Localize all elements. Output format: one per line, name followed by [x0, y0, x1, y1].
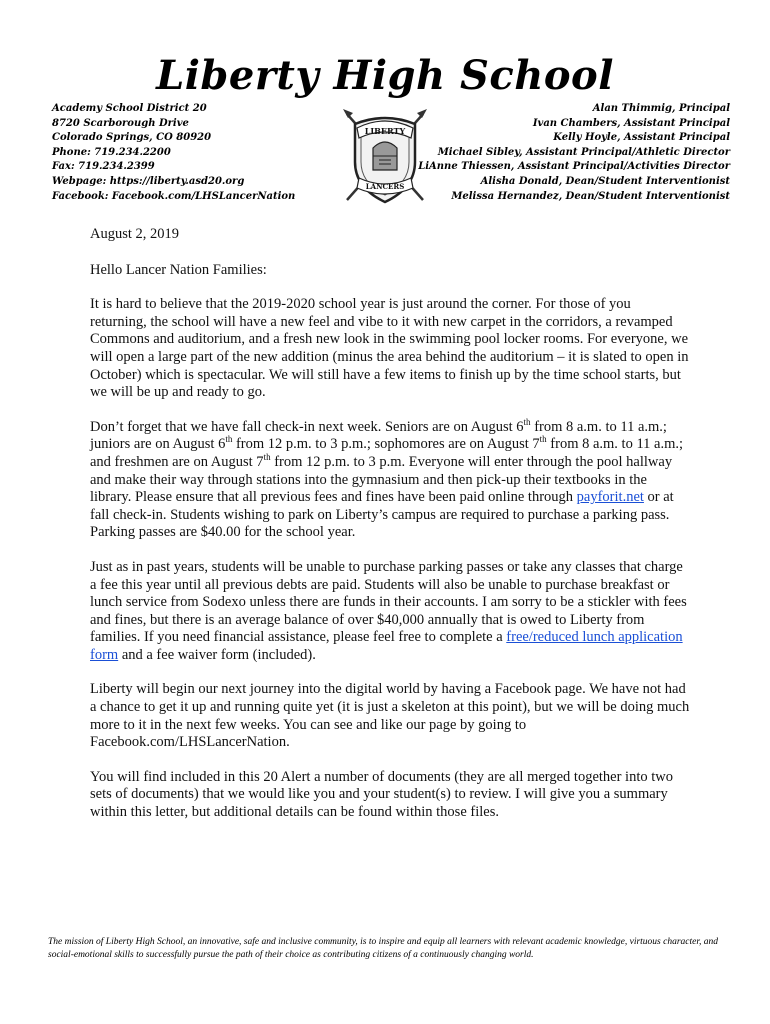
payforit-link[interactable]: payforit.net	[576, 489, 644, 506]
fax-line: Fax: 719.234.2399	[52, 161, 155, 173]
assistant-principal-line: Kelly Hoyle, Assistant Principal	[553, 132, 730, 144]
mission-statement: The mission of Liberty High School, an innovative, safe and inclusive community, is to inspire and equip all learners with relevant academic knowledge, virtuous character, and social-emotional skills to successfully pursue the path of their choice as contributing citizens of a continuously changing world.	[48, 937, 719, 960]
administration-list	[400, 102, 730, 204]
paragraph-school-year: It is hard to believe that the 2019-2020 school year is just around the corner. For those of you returning, the school will have a new feel and vibe to it with new carpet in the corridors, a revamped Commons and auditorium, and a fresh new look in the swimming pool locker rooms. For everyone, we will open a large part of the new addition (minus the area behind the auditorium – it is slated to open in October) which is spectacular. We will still have a few items to finish up by the time school starts, but we will be up and ready to go.	[90, 296, 689, 401]
school-name: Liberty High School	[156, 52, 614, 99]
activities-director-line: LiAnne Thiessen, Assistant Principal/Activities Director	[418, 161, 730, 173]
principal-line: Alan Thimmig, Principal	[592, 103, 730, 114]
lunch-application-link[interactable]: free/reduced lunch application form	[90, 629, 683, 663]
address-line: 8720 Scarborough Drive	[52, 117, 189, 129]
letter-greeting: Hello Lancer Nation Families:	[90, 261, 267, 278]
school-contact-info	[52, 102, 352, 204]
webpage-line: Webpage: https://liberty.asd20.org	[52, 175, 245, 187]
assistant-principal-line: Ivan Chambers, Assistant Principal	[532, 117, 730, 129]
athletic-director-line: Michael Sibley, Assistant Principal/Athletic Director	[437, 146, 730, 158]
paragraph-documents: You will find included in this 20 Alert a number of documents (they are all merged together into two sets of documents) that we would like you and your student(s) to review. I will give you a summary within this letter, but additional details can be found within those files.	[90, 768, 673, 821]
paragraph-check-in: Don’t forget that we have fall check-in next week. Seniors are on August 6th from 8 a.m. to 11 a.m.; juniors are on August 6th from 12 p.m. to 3 p.m.; sophomores are on August 7th from 8 a.m. to 11 a.m.; and freshmen are on August 7th from 12 p.m. to 3 p.m. Everyone will enter through the pool hallway and make their way through stations into the gymnasium and then pick-up their textbooks in the library. Please ensure that all previous fees and fines have been paid online through payforit.net or at fall check-in. Students wishing to park on Liberty’s campus are required to purchase a parking pass. Parking passes are $40.00 for the school year.	[90, 416, 684, 541]
crest-top-text: LIBERTY	[364, 126, 406, 136]
letter-body	[90, 226, 690, 839]
dean-line: Alisha Donald, Dean/Student Interventionist	[480, 175, 730, 187]
letter-date: August 2, 2019	[90, 226, 180, 242]
city-line: Colorado Springs, CO 80920	[52, 132, 212, 144]
dean-line: Melissa Hernandez, Dean/Student Interventionist	[451, 190, 730, 202]
paragraph-fees: Just as in past years, students will be unable to purchase parking passes or take any classes that charge a fee this year until all previous debts are paid. Students will also be unable to purchase breakfast or lunch service from Sodexo unless there are funds in their accounts. I am sorry to be a stickler with fees and fines, but there is an average balance of over $40,000 annually that is owed to Liberty from families. If you need financial assistance, please feel free to complete a free/reduced lunch application form and a fee waiver form (included).	[90, 558, 687, 663]
phone-line: Phone: 719.234.2200	[52, 146, 171, 158]
crest-bottom-text: LANCERS	[365, 182, 405, 191]
paragraph-facebook: Liberty will begin our next journey into the digital world by having a Facebook page. We have not had a chance to get it up and running quite yet (it is just a skeleton at this point), but we will be doing much more to it in the next few weeks. You can see and like our page by going to Facebook.com/LHSLancerNation.	[90, 681, 690, 751]
district-line: Academy School District 20	[52, 103, 207, 114]
facebook-line: Facebook: Facebook.com/LHSLancerNation	[52, 190, 296, 202]
